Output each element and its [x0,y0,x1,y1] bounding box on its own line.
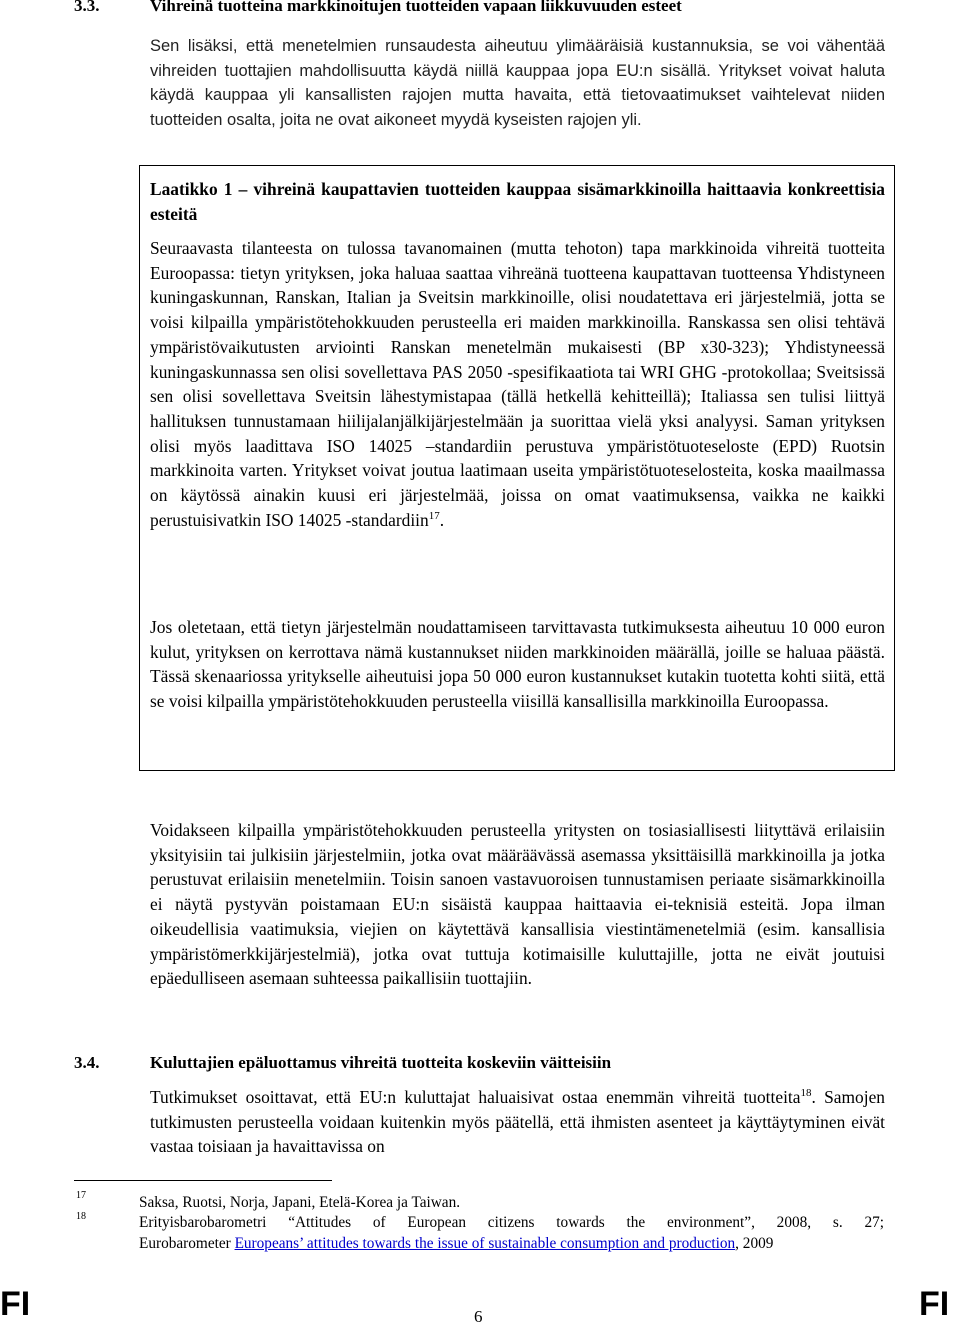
section-paragraph-text: Tutkimukset osoittavat, että EU:n kuluttajat haluaisivat ostaa enemmän vihreitä tuotteita [150,1087,801,1107]
box-paragraph-end: . [439,509,445,530]
footnote-link[interactable]: Europeans’ attitudes towards the issue of sustainable consumption and production [234,1235,736,1252]
box-paragraph [150,236,885,532]
section-title: Kuluttajien epäluottamus vihreitä tuotteita koskeviin väitteisiin [150,1053,612,1072]
section-paragraph [150,1085,885,1159]
section-number: 3.3. [74,0,100,15]
footnote-text [139,1233,889,1254]
footer-language-left: FI [0,1285,31,1323]
footnote-number: 18 [76,1211,86,1222]
section-number: 3.4. [74,1053,100,1072]
footnote-ref: 17 [428,509,440,522]
footnote-text: Saksa, Ruotsi, Norja, Japani, Etelä-Korea ja Taiwan. [139,1194,461,1211]
box-paragraph: Jos oletetaan, että tietyn järjestelmän noudattamiseen tarvittavasta tutkimuksesta aiheutuu 10 000 euron kulut, yrityksen on kerrottava nämä kustannukset niiden markkinoiden määrällä, joille se haluaa päästä. Tässä skenaariossa yritykselle aiheutuisi jopa 50 000 euron kustannukset kutakin tuotetta kohti siitä, että se voisi kilpailla ympäristötehokkuuden perusteella viisillä kansallisilla markkinoilla Euroopassa. [150,617,885,712]
footer-language-right: FI [919,1285,950,1323]
section-title: Vihreinä tuotteina markkinoitujen tuotteiden vapaan liikkuvuuden esteet [150,0,682,15]
box-title: Laatikko 1 – vihreinä kaupattavien tuotteiden kauppaa sisämarkkinoilla haittaavia konkreettisia esteitä [150,179,885,224]
footnote-number: 17 [76,1190,86,1201]
footnote-prefix: Eurobarometer [139,1235,235,1252]
box-paragraph-text: Seuraavasta tilanteesta on tulossa tavanomainen (mutta tehoton) tapa markkinoida vihreitä tuotteita Euroopassa: tietyn yrityksen, joka haluaa saattaa vihreänä tuotteena kaupattavan tuotteensa Yhdistyneen kuningaskunnan, Ranskan, Italian ja Sveitsin markkinoille, olisi noudatettava eri järjestelmiä, jotta se voisi kilpailla ympäristötehokkuuden perusteella eri maiden markkinoilla. Ranskassa sen olisi tehtävä ympäristövaikutusten arviointi Ranskan menetelmän mukaisesti (BP x30-323); Yhdistyneessä kuningaskunnassa sen olisi sovellettava PAS 2050 -spesifikaatiota tai WRI GHG -protokollaa; Sveitsissä sen olisi sovellettava Sveitsin lähestymistapaa (tällä hetkellä kehitteillä); Italiassa sen tulisi liittyä hallituksen tunnustamaan hiilijalanjälkijärjestelmään ja suorittaa vielä yksi analyysi. Saman yrityksen olisi myös laadittava ISO 14025 –standardiin perustuva ympäristötuoteseloste (EPD) Ruotsin markkinoita varten. Yritykset voivat joutua laatimaan useita ympäristötuoteselosteita, koska maailmassa on käytössä ainakin kuusi eri järjestelmää, joissa on omat vaatimuksensa, vaikka ne kaikki perustuisivatkin ISO 14025 -standardiin [150,238,885,530]
footnote-text: Erityisbarobarometri “Attitudes of European citizens towards the environment”, 2008, s. 27; [139,1214,884,1231]
footnote-separator [74,1180,332,1181]
section-paragraph-text: . Samojen tutkimusten perusteella voidaan kuitenkin myös päätellä, että ihmisten asenteet ja käyttäytyminen eivät vastaa toisiaan ja havaittavissa on [150,1087,885,1157]
footnote-suffix: , 2009 [735,1235,774,1252]
body-paragraph: Voidakseen kilpailla ympäristötehokkuuden perusteella yritysten on tosiasiallisesti liityttävä erilaisiin yksityisiin tai julkisiin järjestelmiin, jotka ovat määräävässä asemassa yksittäisillä markkinoilla ja jotka perustuvat erilaisiin menetelmiin. Toisin sanoen vastavuoroisen tunnustamisen periaate sisämarkkinoilla ei näytä pystyvän poistamaan EU:n sisäistä kauppaa haittaavia ei-teknisiä esteitä. Jopa ilman oikeudellisia vaatimuksia, viejien on käytettävä kansallisia viestintämenetelmiä (esim. kansallisia ympäristömerkkijärjestelmiä), jotka ovat tuttuja kotimaisille kuluttajille, jotta ne eivät joutuisi epäedulliseen asemaan suhteessa paikallisiin tuottajiin. [150,820,885,989]
footnote-ref: 18 [800,1087,812,1100]
page-number: 6 [474,1307,483,1326]
section-paragraph: Sen lisäksi, että menetelmien runsaudesta aiheutuu ylimääräisiä kustannuksia, se voi vähentää vihreiden tuottajien mahdollisuutta käydä niillä kauppaa jopa EU:n sisällä. Yritykset voivat haluta käydä kauppaa yli kansallisten rajojen mutta havaita, että tietovaatimukset vaihtelevat niiden tuotteiden osalta, joita ne ovat aikoneet myydä kyseisten rajojen yli. [150,37,885,129]
